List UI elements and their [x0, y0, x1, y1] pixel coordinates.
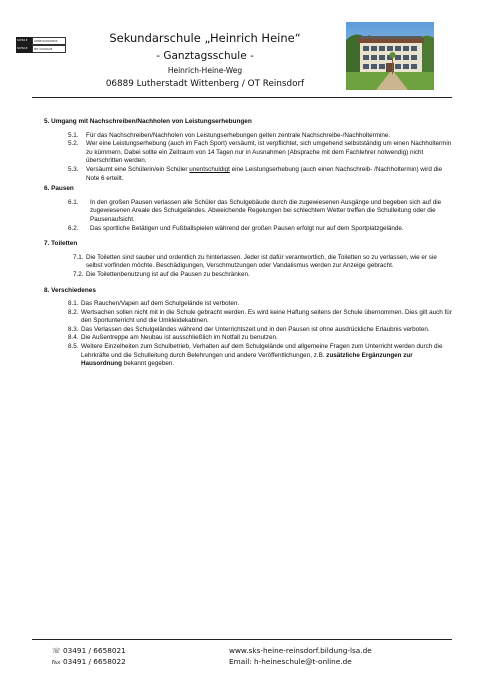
- document-body: [44, 118, 454, 369]
- school-type: - Ganztagsschule -: [156, 50, 254, 62]
- list-item: [44, 199, 454, 225]
- logo-text: SCHULE: [16, 37, 32, 45]
- item-text: [86, 166, 454, 183]
- section-heading: 8. Verschiedenes: [44, 286, 96, 294]
- item-number: 8.2.: [68, 308, 79, 316]
- section-heading: 5. Umgang mit Nachschreiben/Nachholen von Leistungserhebungen: [44, 118, 252, 125]
- list-item: [44, 132, 454, 141]
- list-item: [44, 334, 454, 343]
- item-text: [81, 343, 454, 369]
- footer-email[interactable]: Email: h-heineschule@t-online.de: [229, 657, 352, 666]
- item-text-part: bekannt gegeben.: [121, 360, 175, 368]
- section-7: [44, 240, 454, 279]
- item-text: Wertsachen sollen nicht mit in die Schule gebracht werden. Es wird keine Haftung seitens der Schule übernommen. Dies gilt auch für den Sportunterricht und die Umkleidekabinen.: [81, 308, 452, 325]
- list-item: [44, 343, 454, 369]
- item-text-part: Weitere Einzelheiten zum Schulbetrieb, Verhalten auf dem Schulgelände und allgemeine Fragen zum Unterricht werden durch die Lehrkräfte und die Schulleitung durch Belehrungen und andere Veröffentlichungen, z.B.: [81, 343, 443, 359]
- list-item: [44, 300, 454, 309]
- section-heading: 7. Toiletten: [44, 240, 78, 248]
- logo-text: MIT COURAGE: [32, 45, 66, 53]
- item-text: Das sportliche Betätigen und Fußballspielen während der großen Pausen erfolgt nur auf dem Sportplatzgelände.: [90, 224, 404, 232]
- item-number: 7.1.: [73, 253, 84, 261]
- item-number: 8.5.: [68, 343, 79, 351]
- item-number: 7.2.: [73, 270, 84, 278]
- underlined-term: unentschuldigt: [189, 165, 230, 173]
- item-number: 8.3.: [68, 325, 79, 333]
- item-number: 6.2.: [68, 224, 79, 232]
- item-text: Wer eine Leistungserhebung (auch im Fach Sport) versäumt, ist verpflichtet, sich umgehend selbstständig um einen Nachholtermin zu kümmern. Dabei sollte ein Zeitraum von 14 Tagen nur in Ausnahmen (Absprache mit dem Fachlehrer notwendig) nicht überschritten werden.: [86, 140, 452, 165]
- section-6: [44, 185, 454, 233]
- item-text-part: Versäumt eine Schülerin/ein Schüler: [86, 165, 190, 173]
- footer-phone: [52, 646, 126, 655]
- header-divider: [32, 97, 452, 98]
- footer-fax: [52, 657, 126, 666]
- list-item: [44, 140, 454, 166]
- item-number: 8.1.: [68, 300, 79, 308]
- item-text: Die Toiletten sind sauber und ordentlich zu hinterlassen. Jeder ist dafür verantwortlich, die Toiletten so zu verlassen, wie er sie selbst vorfinden möchte. Beschädigungen, Verschmutzungen oder Vandalismus werden zur Anzeige gebracht.: [86, 253, 437, 270]
- school-building-photo: [346, 22, 434, 90]
- item-number: 8.4.: [68, 334, 79, 342]
- bold-reference: zusätzliche Ergänzungen zur Hausordnung: [81, 351, 413, 368]
- fax-icon: ℻: [52, 658, 61, 666]
- item-text: Die Toilettenbenutzung ist auf die Pausen zu beschränken.: [86, 270, 250, 278]
- phone-number: 03491 / 6658021: [63, 646, 126, 655]
- school-city: 06889 Lutherstadt Wittenberg / OT Reinsdorf: [105, 79, 305, 89]
- item-text: Das Verlassen des Schulgeländes während der Unterrichtszeit und in den Pausen ist ohne ausdrückliche Erlaubnis verboten.: [81, 325, 430, 333]
- footer-website[interactable]: www.sks-heine-reinsdorf.bildung-lsa.de: [229, 646, 372, 655]
- telephone-icon: ☏: [52, 647, 61, 655]
- list-item: [44, 271, 454, 280]
- logo-text: OHNE RASSISMUS: [32, 37, 66, 45]
- list-item: [44, 309, 454, 326]
- item-text-part: eine Leistungserhebung (auch einen Nachschreib- /Nachholtermin) wird die Note 6 erteilt.: [86, 165, 443, 182]
- school-name: Sekundarschule „Heinrich Heine“: [109, 31, 301, 45]
- item-text: In den großen Pausen verlassen alle Schüler das Schulgebäude durch die zugewiesenen Ausgänge und begeben sich auf die zugewiesenen Areale des Schulgeländes. Abweichende Regelungen bei schlechtem Wetter treffen die Schulleitung oder die Pausenaufsicht.: [90, 198, 442, 223]
- section-heading: 6. Pausen: [44, 185, 74, 193]
- logo-text: SCHULE: [16, 45, 32, 53]
- item-text: Die Außentreppe am Neubau ist ausschließlich im Notfall zu benutzen.: [81, 334, 278, 342]
- footer-divider: [32, 639, 452, 640]
- list-item: [44, 166, 454, 183]
- item-number: 5.3.: [68, 165, 79, 173]
- fax-number: 03491 / 6658022: [63, 657, 126, 666]
- list-item: [44, 326, 454, 335]
- section-5: [44, 118, 454, 183]
- list-item: [44, 254, 454, 271]
- section-8: [44, 287, 454, 369]
- school-logo: [16, 37, 66, 53]
- item-text: Für das Nachschreiben/Nachholen von Leistungserhebungen gelten zentrale Nachschreibe-/Nachholtermine.: [86, 131, 391, 139]
- item-number: 6.1.: [68, 198, 79, 206]
- item-text: Das Rauchen/Vapen auf dem Schulgelände ist verboten.: [81, 300, 240, 308]
- item-number: 5.2.: [68, 140, 79, 148]
- list-item: [44, 225, 454, 234]
- school-street: Heinrich-Heine-Weg: [167, 66, 243, 75]
- item-number: 5.1.: [68, 131, 79, 139]
